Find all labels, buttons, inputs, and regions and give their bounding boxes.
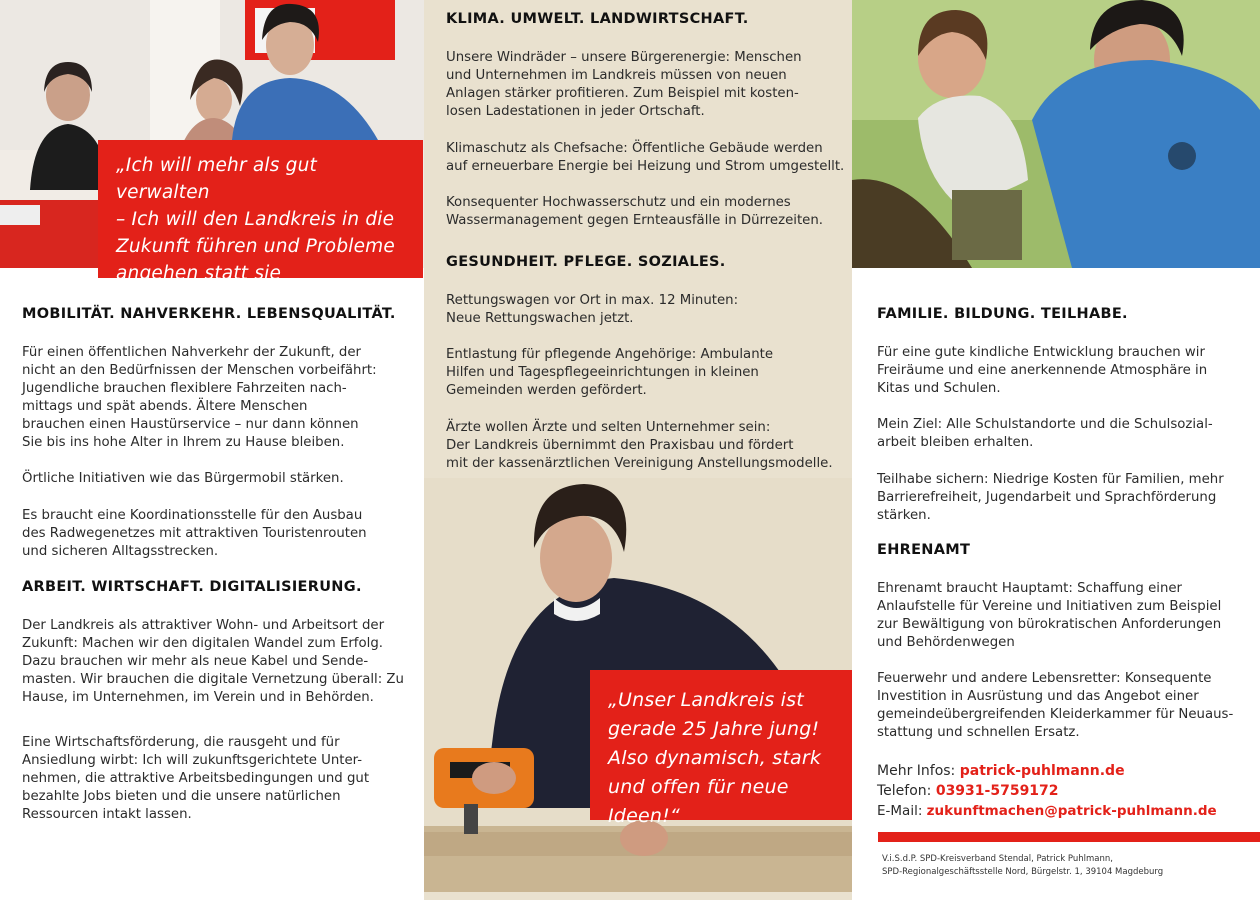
heading-gesundheit: GESUNDHEIT. PFLEGE. SOZIALES. bbox=[446, 254, 726, 270]
contact-email-label: E-Mail: bbox=[877, 803, 923, 819]
para-klima-3: Konsequenter Hochwasserschutz und ein modernes Wassermanagement gegen Ernteausfälle in Dürrezeiten. bbox=[446, 195, 823, 228]
contact-web-label: Mehr Infos: bbox=[877, 763, 956, 779]
para-familie-1: Für eine gute kindliche Entwicklung brauchen wir Freiräume und eine anerkennende Atmosphäre in Kitas und Schulen. bbox=[877, 345, 1208, 396]
para-mobilitaet-1: Für einen öffentlichen Nahverkehr der Zukunft, der nicht an den Bedürfnissen der Menschen vorbeifährt: Jugendliche brauchen flexiblere Fahrzeiten nach- mittags und spät abends. Ältere Menschen brauchen einen Haustürservice – nur dann können Sie bis ins hohe Alter in Ihrem zu Hause bleiben. bbox=[22, 345, 377, 450]
contact-web bbox=[877, 761, 1257, 781]
para-ehrenamt-1: Ehrenamt braucht Hauptamt: Schaffung einer Anlaufstelle für Vereine und Initiativen zum Beispiel zur Bewältigung von bürokratischen Anforderungen und Behördenwegen bbox=[877, 581, 1222, 650]
contact-web-link[interactable]: patrick-puhlmann.de bbox=[959, 763, 1125, 779]
heading-ehrenamt: EHRENAMT bbox=[877, 542, 971, 558]
para-gesundheit-1: Rettungswagen vor Ort in max. 12 Minuten: Neue Rettungswachen jetzt. bbox=[446, 293, 739, 326]
para-klima-2: Klimaschutz als Chefsache: Öffentliche Gebäude werden auf erneuerbare Energie bei Heizung und Strom umgestellt. bbox=[446, 141, 845, 174]
contact-block bbox=[877, 761, 1257, 821]
left-quote-box: „Ich will mehr als gut verwalten – Ich will den Landkreis in die Zukunft führen und Probleme angehen statt sie auszusitzen.“ bbox=[98, 140, 423, 278]
para-familie-2: Mein Ziel: Alle Schulstandorte und die Schulsozial- arbeit bleiben erhalten. bbox=[877, 417, 1213, 450]
para-mobilitaet-3: Es braucht eine Koordinationsstelle für den Ausbau des Radwegenetzes mit attraktiven Touristenrouten und sicheren Alltagsstrecken. bbox=[22, 508, 367, 559]
para-ehrenamt-2: Feuerwehr und andere Lebensretter: Konsequente Investition in Ausrüstung und das Angebot einer gemeindeübergreifenden Kleiderkammer für Neuaus- stattung und schnellen Ersatz. bbox=[877, 671, 1234, 740]
para-familie-3: Teilhabe sichern: Niedrige Kosten für Familien, mehr Barrierefreiheit, Jugendarbeit und Sprachförderung stärken. bbox=[877, 472, 1224, 523]
heading-klima: KLIMA. UMWELT. LANDWIRTSCHAFT. bbox=[446, 11, 749, 27]
photo-father-child bbox=[852, 0, 1260, 268]
contact-phone-number[interactable]: 03931-5759172 bbox=[935, 783, 1059, 799]
contact-phone-label: Telefon: bbox=[877, 783, 932, 799]
para-arbeit-1: Der Landkreis als attraktiver Wohn- und Arbeitsort der Zukunft: Machen wir den digitalen Wandel zum Erfolg. Dazu brauchen wir mehr als neue Kabel und Sende- masten. Wir brauchen die digitale Vernetzung überall: Zu Hause, im Unternehmen, im Verein und in Behörden. bbox=[22, 618, 404, 705]
heading-arbeit: ARBEIT. WIRTSCHAFT. DIGITALISIERUNG. bbox=[22, 579, 362, 595]
red-divider-bar bbox=[878, 832, 1260, 842]
middle-panel bbox=[424, 0, 852, 900]
imprint-text: V.i.S.d.P. SPD-Kreisverband Stendal, Patrick Puhlmann, SPD-Regionalgeschäftsstelle Nord, Bürgelstr. 1, 39104 Magdeburg bbox=[882, 854, 1164, 877]
right-panel bbox=[852, 0, 1260, 900]
para-gesundheit-3: Ärzte wollen Ärzte und selten Unternehmer sein: Der Landkreis übernimmt den Praxisbau und fördert mit der kassenärztlichen Vereinigung Anstellungsmodelle. bbox=[446, 420, 833, 471]
contact-email-link[interactable]: zukunftmachen@patrick-puhlmann.de bbox=[926, 803, 1217, 819]
para-mobilitaet-2: Örtliche Initiativen wie das Bürgermobil stärken. bbox=[22, 471, 344, 486]
contact-email bbox=[877, 801, 1257, 821]
left-panel bbox=[0, 0, 424, 900]
para-gesundheit-2: Entlastung für pflegende Angehörige: Ambulante Hilfen und Tagespflegeeinrichtungen in kleinen Gemeinden werden gefördert. bbox=[446, 347, 774, 398]
contact-phone bbox=[877, 781, 1257, 801]
heading-mobilitaet: MOBILITÄT. NAHVERKEHR. LEBENSQUALITÄT. bbox=[22, 306, 396, 322]
heading-familie: FAMILIE. BILDUNG. TEILHABE. bbox=[877, 306, 1128, 322]
middle-quote-box: „Unser Landkreis ist gerade 25 Jahre jung! Also dynamisch, stark und offen für neue Ideen!“ bbox=[590, 670, 852, 820]
para-arbeit-2: Eine Wirtschaftsförderung, die rausgeht und für Ansiedlung wirbt: Ich will zukunftsgerichtete Unter- nehmen, die attraktive Arbeitsbedingungen und gut bezahlte Jobs bieten und die unsere natürlichen Ressourcen intakt lassen. bbox=[22, 735, 370, 822]
para-klima-1: Unsere Windräder – unsere Bürgerenergie: Menschen und Unternehmen im Landkreis müssen von neuen Anlagen stärker profitieren. Zum Beispiel mit kosten- losen Ladestationen in jeder Ortschaft. bbox=[446, 50, 802, 119]
